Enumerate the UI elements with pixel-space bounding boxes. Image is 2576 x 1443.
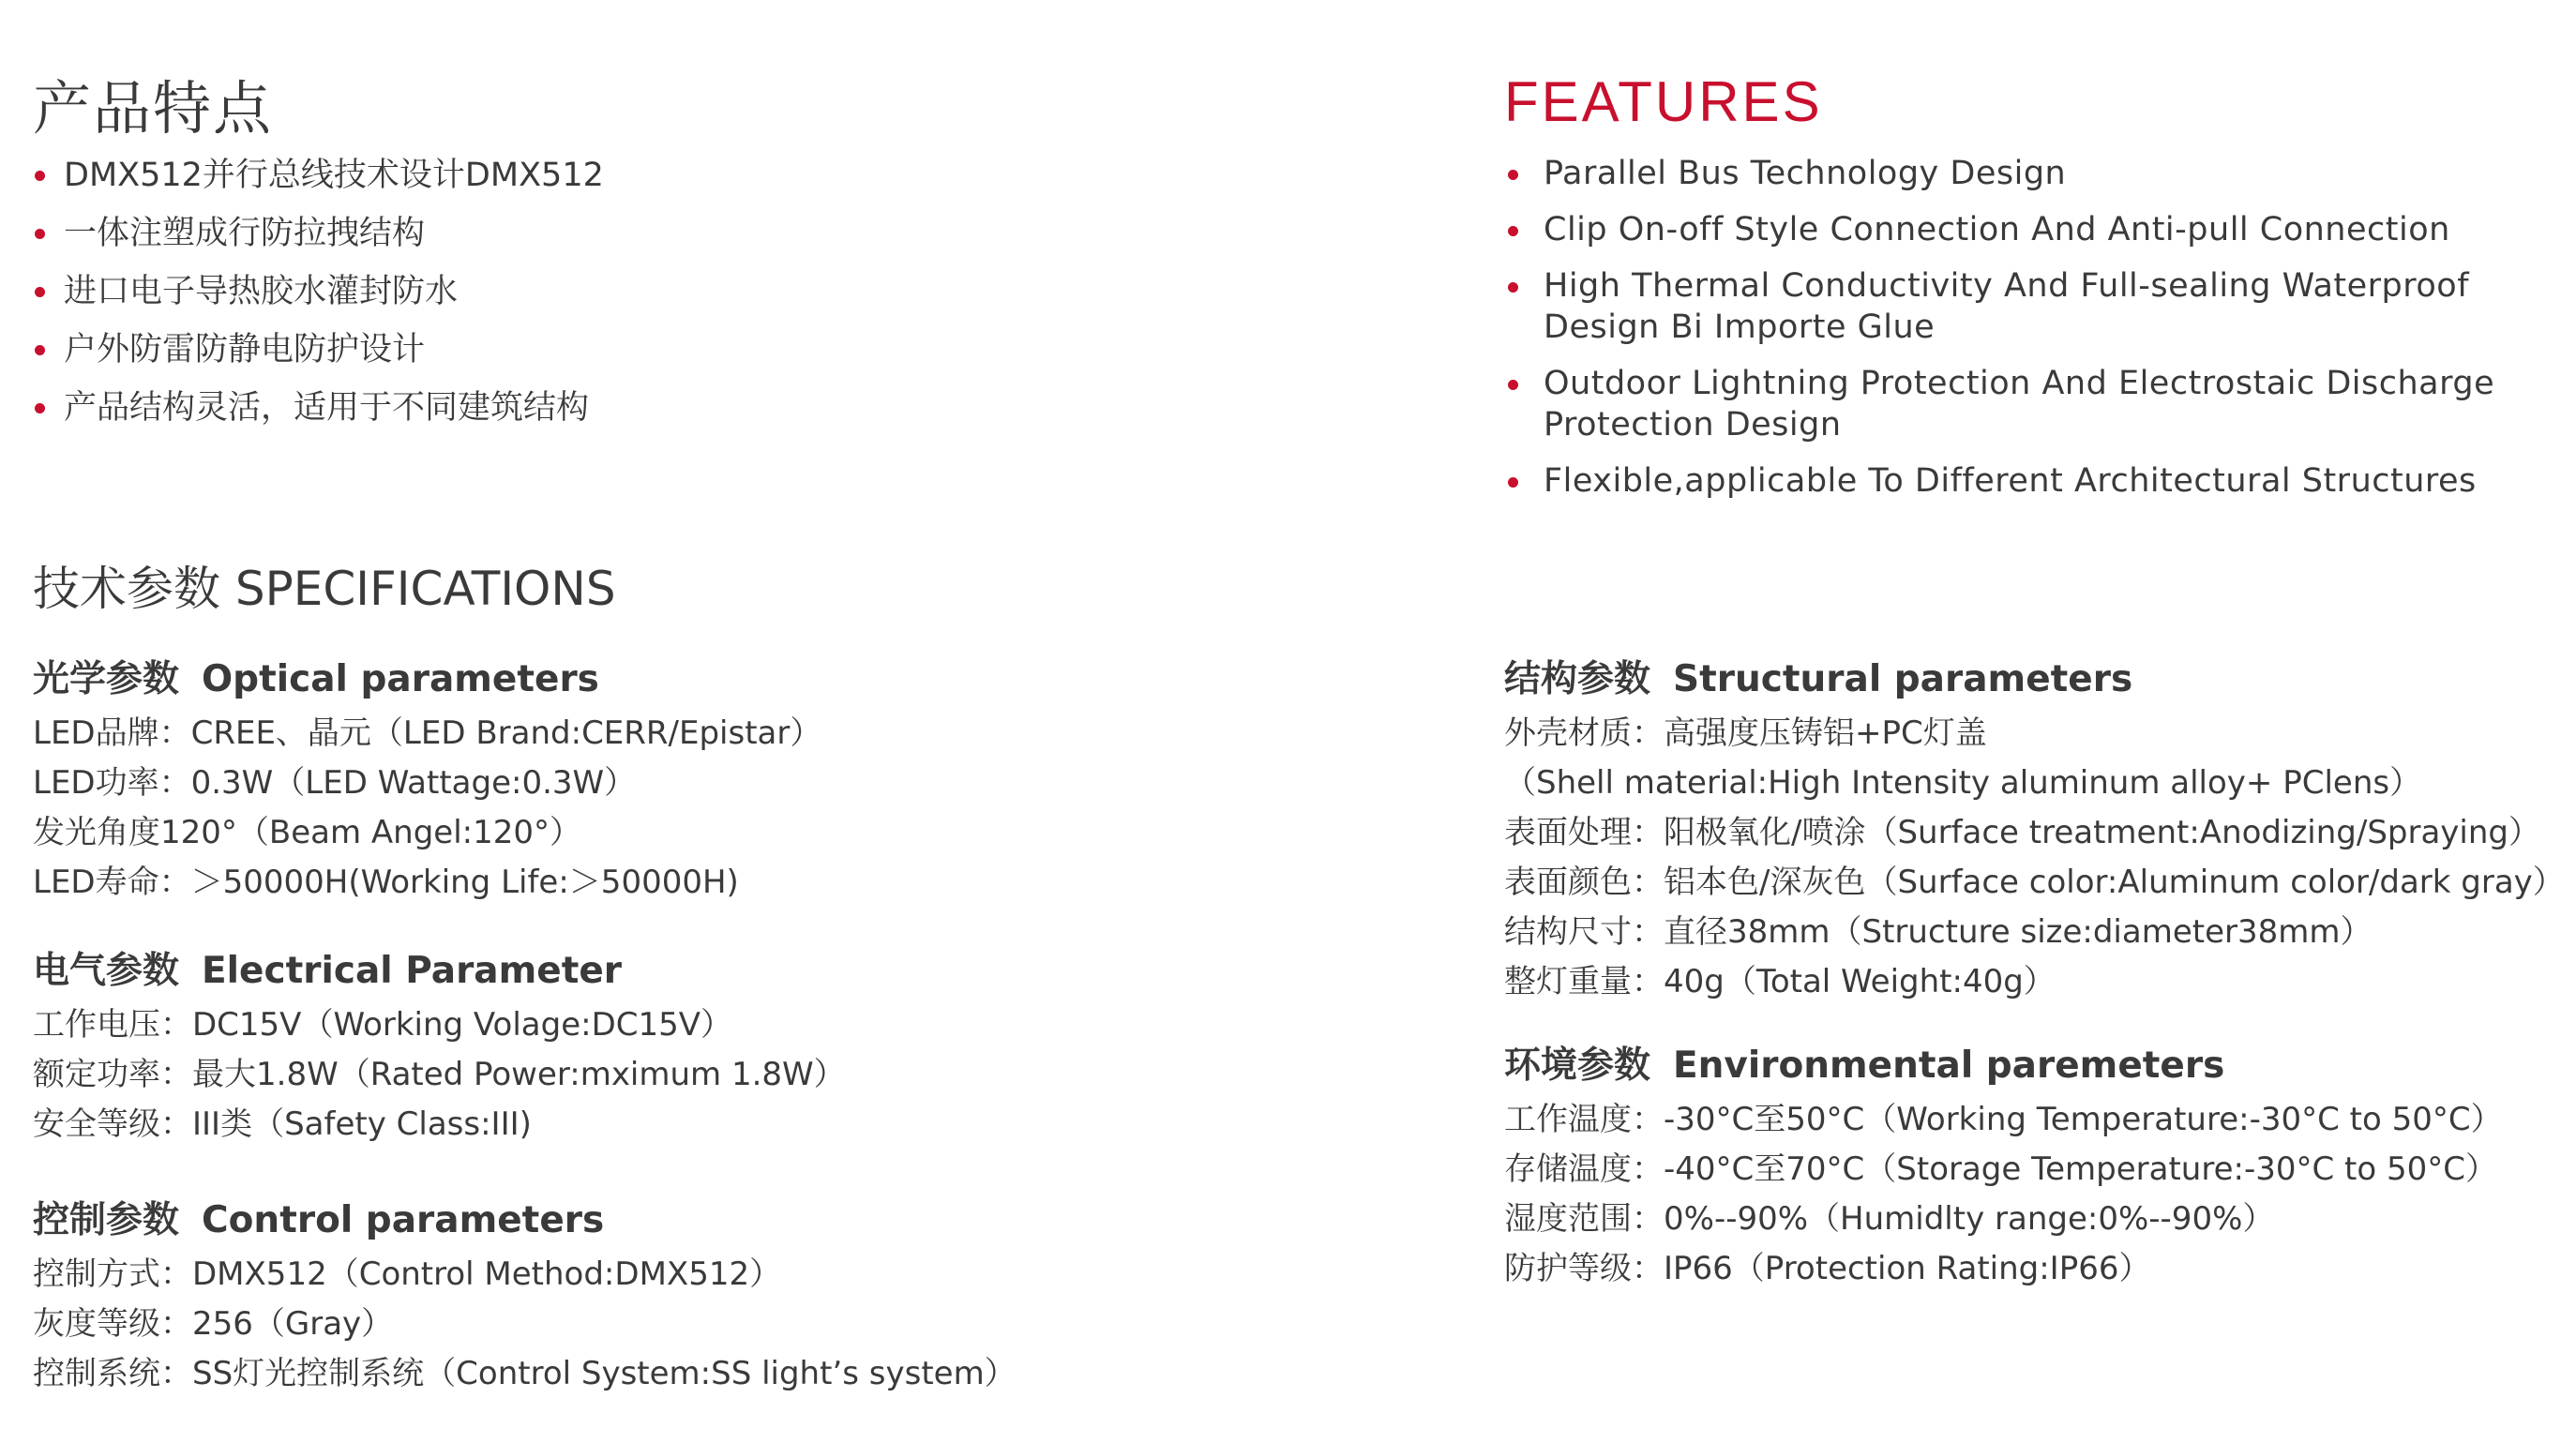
- heading-en: Control parameters: [202, 1199, 605, 1241]
- bullet-icon: [1508, 380, 1518, 390]
- feature-en-text: Outdoor Lightning Protection And Electrostaic Discharge Protection Design: [1544, 365, 2495, 443]
- feature-cn-text: DMX512并行总线技术设计DMX512: [64, 157, 604, 194]
- spec-line: 外壳材质：高强度压铸铝+PC灯盖: [1504, 714, 1987, 752]
- spec-line: 控制方式：DMX512（Control Method:DMX512）: [33, 1255, 782, 1293]
- spec-line: （Shell material:High Intensity aluminum alloy+ PClens）: [1504, 764, 2422, 802]
- feature-en-text: Clip On-off Style Connection And Anti-pull Connection: [1544, 211, 2450, 248]
- environmental-parameters: [1504, 1043, 2503, 1294]
- heading-en: Structural parameters: [1673, 658, 2133, 700]
- list-item: [1504, 209, 2554, 250]
- feature-en-text: Flexible,applicable To Different Architectural Structures: [1544, 462, 2477, 500]
- spec-line: 结构尺寸：直径38mm（Structure size:diameter38mm）: [1504, 913, 2373, 951]
- spec-line: 表面处理：阳极氧化/喷涂（Surface treatment:Anodizing/Spraying）: [1504, 814, 2540, 851]
- bullet-icon: [35, 403, 45, 413]
- heading-en: Optical parameters: [202, 658, 599, 700]
- spec-line: 整灯重量：40g（Total Weight:40g）: [1504, 963, 2056, 1000]
- list-item: [33, 387, 604, 428]
- list-item: [33, 329, 604, 370]
- list-item: [1504, 460, 2554, 502]
- feature-cn-text: 一体注塑成行防拉拽结构: [64, 215, 426, 252]
- electrical-parameters: [33, 948, 846, 1150]
- feature-cn-text: 户外防雷防静电防护设计: [64, 331, 426, 368]
- features-en-list: [1504, 153, 2554, 517]
- features-cn-title: 产品特点: [33, 74, 274, 143]
- spec-line: 工作温度：-30°C至50°C（Working Temperature:-30°C to 50°C）: [1504, 1101, 2503, 1138]
- bullet-icon: [35, 287, 45, 297]
- heading-cn: 电气参数: [33, 950, 180, 992]
- feature-en-text: Parallel Bus Technology Design: [1544, 155, 2067, 192]
- heading-cn: 环境参数: [1504, 1045, 1651, 1087]
- group-heading: [33, 948, 846, 995]
- heading-cn: 光学参数: [33, 658, 180, 700]
- spec-line: 表面颜色：铝本色/深灰色（Surface color:Aluminum color/dark gray）: [1504, 864, 2565, 901]
- heading-cn: 结构参数: [1504, 658, 1651, 700]
- list-item: [33, 213, 604, 254]
- spec-line: 存储温度：-40°C至70°C（Storage Temperature:-30°C to 50°C）: [1504, 1150, 2497, 1188]
- feature-cn-text: 进口电子导热胶水灌封防水: [64, 273, 459, 310]
- spec-line: 发光角度120°（Beam Angel:120°）: [33, 814, 582, 851]
- spec-line: 安全等级：III类（Safety Class:III): [33, 1105, 532, 1143]
- bullet-icon: [1508, 170, 1518, 180]
- list-item: [1504, 265, 2554, 348]
- specifications-title: 技术参数 SPECIFICATIONS: [33, 562, 616, 616]
- bullet-icon: [35, 345, 45, 355]
- bullet-icon: [1508, 226, 1518, 236]
- features-cn-list: [33, 155, 604, 445]
- heading-en: Environmental paremeters: [1673, 1045, 2225, 1087]
- group-heading: [33, 656, 821, 703]
- spec-line: 湿度范围：0%--90%（Humidlty range:0%--90%）: [1504, 1200, 2275, 1238]
- spec-line: 控制系统：SS灯光控制系统（Control System:SS light’s system）: [33, 1355, 1017, 1392]
- list-item: [1504, 363, 2554, 445]
- heading-cn: 控制参数: [33, 1199, 180, 1241]
- optical-parameters: [33, 656, 821, 908]
- spec-line: 防护等级：IP66（Protection Rating:IP66）: [1504, 1250, 2151, 1287]
- group-heading: [33, 1197, 1017, 1244]
- list-item: [1504, 153, 2554, 194]
- group-heading: [1504, 656, 2565, 703]
- spec-line: 额定功率：最大1.8W（Rated Power:mximum 1.8W）: [33, 1056, 846, 1093]
- spec-line: LED品牌：CREE、晶元（LED Brand:CERR/Epistar）: [33, 714, 822, 752]
- list-item: [33, 155, 604, 196]
- spec-line: 灰度等级：256（Gray）: [33, 1305, 394, 1343]
- bullet-icon: [35, 171, 45, 181]
- heading-en: Electrical Parameter: [202, 950, 623, 992]
- control-parameters: [33, 1197, 1017, 1399]
- bullet-icon: [1508, 477, 1518, 488]
- feature-en-text: High Thermal Conductivity And Full-sealing Waterproof Design Bi Importe Glue: [1544, 267, 2470, 346]
- group-heading: [1504, 1043, 2503, 1090]
- spec-line: LED功率：0.3W（LED Wattage:0.3W）: [33, 764, 637, 802]
- bullet-icon: [35, 229, 45, 239]
- spec-line: 工作电压：DC15V（Working Volage:DC15V）: [33, 1006, 733, 1044]
- list-item: [33, 271, 604, 312]
- structural-parameters: [1504, 656, 2565, 1007]
- spec-line: LED寿命：＞50000H(Working Life:＞50000H): [33, 864, 739, 901]
- features-en-title: FEATURES: [1504, 70, 1823, 133]
- feature-cn-text: 产品结构灵活，适用于不同建筑结构: [64, 389, 590, 427]
- bullet-icon: [1508, 282, 1518, 293]
